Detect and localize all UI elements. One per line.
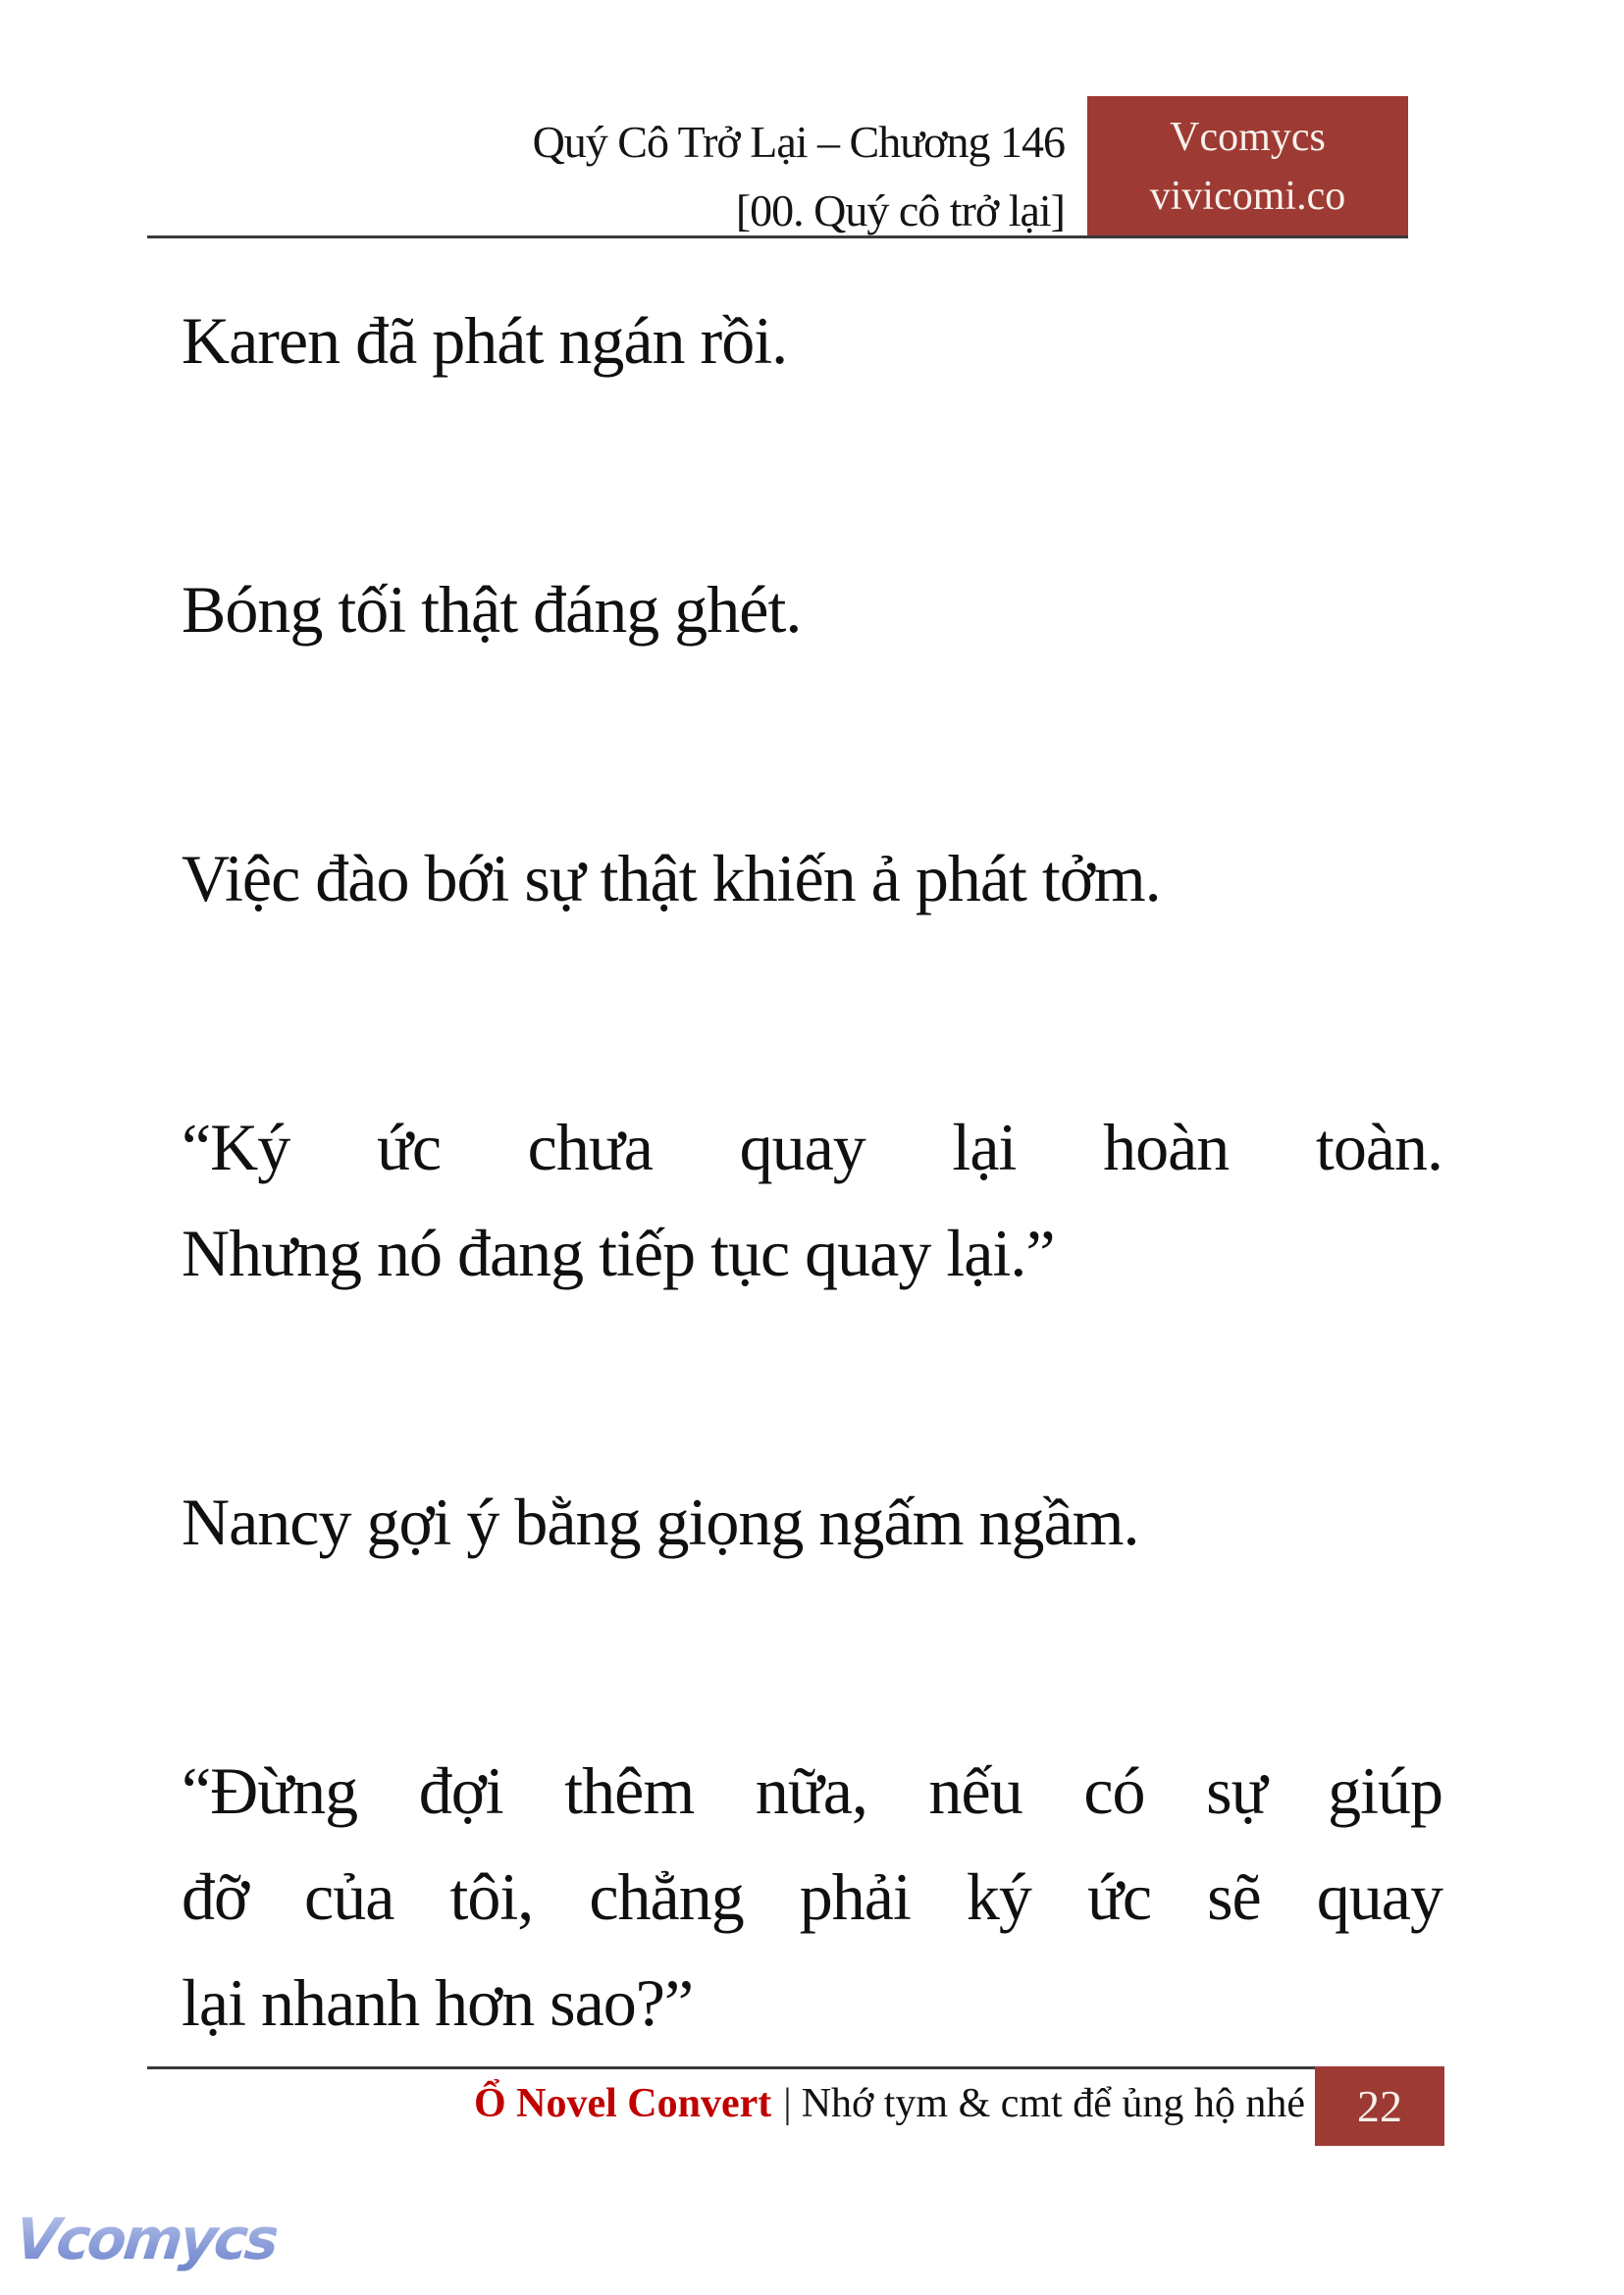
text-line: Nhưng nó đang tiếp tục quay lại.” bbox=[182, 1216, 1055, 1290]
story-text bbox=[182, 287, 1442, 2218]
footer-credit-line bbox=[474, 2078, 1305, 2129]
page-number-badge bbox=[1315, 2066, 1444, 2146]
vcomycs-logo: Vcomycs bbox=[12, 2206, 280, 2272]
text-line: “Đừng đợi thêm nữa, nếu có sự giúp bbox=[182, 1753, 1442, 1828]
text-line: “Ký ức chưa quay lại hoàn toàn. bbox=[182, 1110, 1442, 1184]
paragraph bbox=[182, 1469, 1442, 1575]
header-divider bbox=[147, 235, 1408, 238]
brand-box bbox=[1087, 96, 1408, 237]
chapter-title: Quý Cô Trở Lại – Chương 146 bbox=[532, 117, 1065, 167]
brand-name: Vcomycs bbox=[1170, 115, 1326, 160]
paragraph bbox=[182, 556, 1442, 662]
text-line: lại nhanh hơn sao?” bbox=[182, 1965, 694, 2040]
paragraph bbox=[182, 287, 1442, 393]
paragraph bbox=[182, 1094, 1442, 1306]
footer-divider bbox=[147, 2066, 1315, 2069]
footer-separator: | bbox=[783, 2081, 792, 2126]
footer-note: Nhớ tym & cmt để ủng hộ nhé bbox=[801, 2081, 1305, 2126]
text-line: Nancy gợi ý bằng giọng ngấm ngầm. bbox=[182, 1485, 1139, 1559]
text-line: Karen đã phát ngán rồi. bbox=[182, 303, 788, 378]
paragraph bbox=[182, 1738, 1442, 2056]
text-line: Việc đào bới sự thật khiến ả phát tởm. bbox=[182, 841, 1161, 915]
page-number: 22 bbox=[1357, 2081, 1402, 2131]
chapter-subtitle: [00. Quý cô trở lại] bbox=[735, 185, 1065, 235]
paragraph bbox=[182, 825, 1442, 931]
footer-credit: Ổ Novel Convert bbox=[473, 2081, 772, 2126]
chapter-header bbox=[533, 108, 1065, 245]
brand-site: vivicomi.co bbox=[1149, 174, 1346, 219]
text-line: Bóng tối thật đáng ghét. bbox=[182, 572, 802, 647]
text-line: đỡ của tôi, chẳng phải ký ức sẽ quay bbox=[182, 1859, 1442, 1934]
